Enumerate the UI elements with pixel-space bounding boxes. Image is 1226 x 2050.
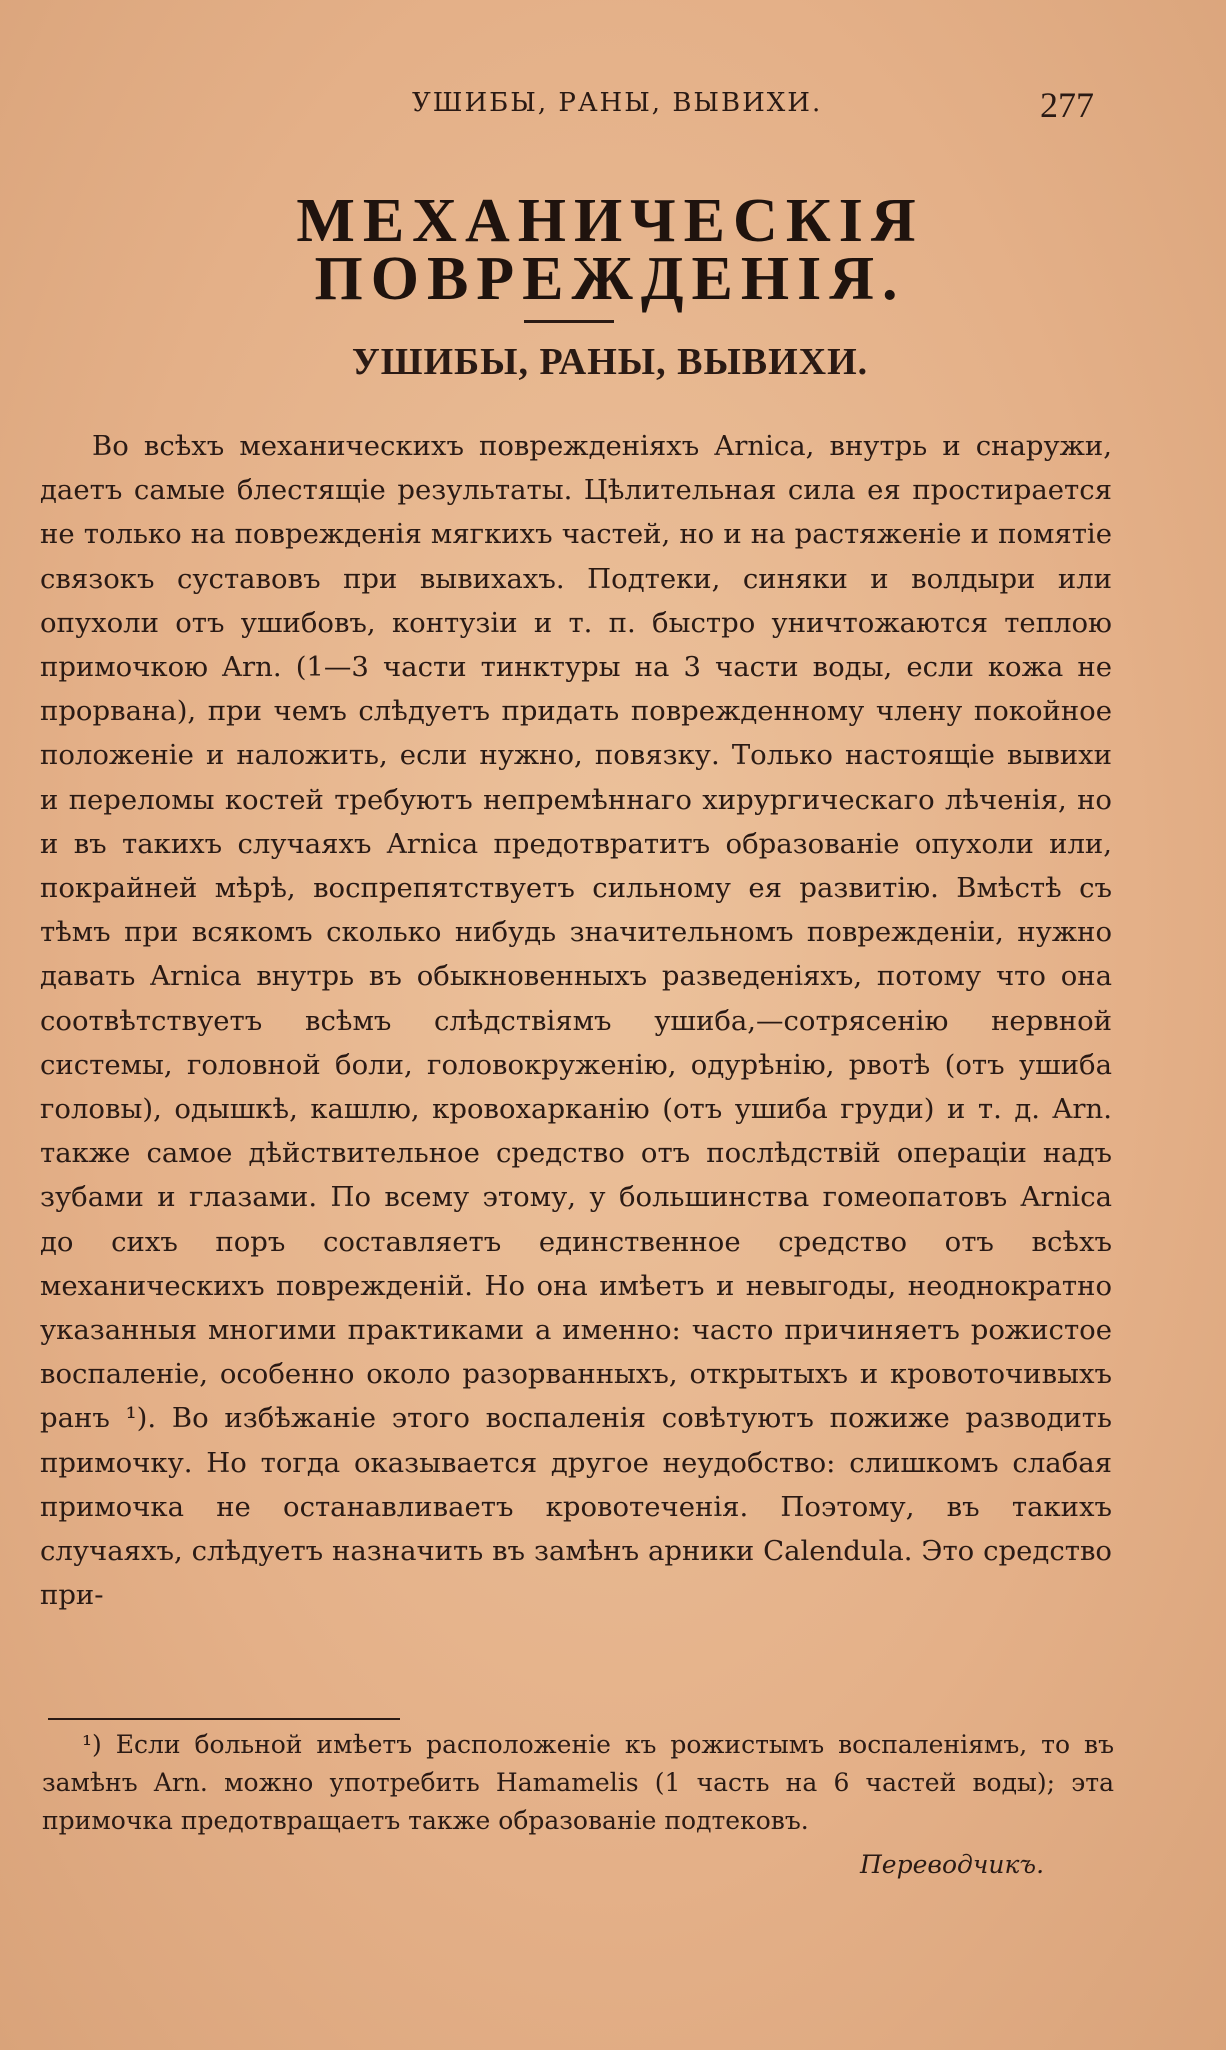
title-divider [524,320,614,323]
footnote-signature: Переводчикъ. [860,1850,1045,1879]
footnote-divider [48,1718,400,1720]
footnote: ¹) Если больной имѣетъ расположеніе къ рожистымъ воспаленіямъ, то въ замѣнъ Arn. можно употребить Hamamelis (1 часть на 6 частей воды); эта примочка предотвращаетъ также образованіе подтековъ. [42,1730,1114,1835]
running-head [40,85,1186,128]
chapter-title: МЕХАНИЧЕСКІЯ ПОВРЕЖДЕНІЯ. [296,187,924,313]
page-number: 277 [1040,85,1094,125]
body-paragraph: Во всѣхъ механическихъ поврежденіяхъ Arnica, внутрь и снаружи, даетъ самые блестящіе результаты. Цѣлительная сила ея простирается не только на поврежденія мягкихъ частей, но и на растяженіе и помятіе связокъ суставовъ при вывихахъ. Подтеки, синяки и волдыри или опухоли отъ ушибовъ, контузіи и т. п. быстро уничтожаются теплою примочкою Arn. (1—3 части тинктуры на 3 части воды, если кожа не прорвана), при чемъ слѣдуетъ придать поврежденному члену покойное положеніе и наложить, если нужно, повязку. Только настоящіе вывихи и переломы костей требуютъ непремѣннаго хирургическаго лѣченія, но и въ такихъ случаяхъ Arnica предотвратитъ образованіе опухоли или, покрайней мѣрѣ, воспрепятствуетъ сильному ея развитію. Вмѣстѣ съ тѣмъ при всякомъ сколько нибудь значительномъ поврежденіи, нужно давать Arnica внутрь въ обыкновенныхъ разведеніяхъ, потому что она соотвѣтствуетъ всѣмъ слѣдствіямъ ушиба,—сотрясенію нервной системы, головной боли, головокруженію, одурѣнію, рвотѣ (отъ ушиба головы), одышкѣ, кашлю, кровохарканію (отъ ушиба груди) и т. д. Arn. также самое дѣйствительное средство отъ послѣдствій операціи надъ зубами и глазами. По всему этому, у большинства гомеопатовъ Arnica до сихъ поръ составляетъ единственное средство отъ всѣхъ механическихъ поврежденій. Но она имѣетъ и невыгоды, неоднократно указанныя многими практиками а именно: часто причиняетъ рожистое воспаленіе, особенно около разорванныхъ, открытыхъ и кровоточивыхъ ранъ ¹). Во избѣжаніе этого воспаленія совѣтуютъ пожиже разводить примочку. Но тогда оказывается другое неудобство: слишкомъ слабая примочка не останавливаетъ кровотеченія. Поэтому, въ такихъ случаяхъ, слѣдуетъ назначить въ замѣнъ арники Calendula. Это средство при- [40,430,1112,1612]
section-title: УШИБЫ, РАНЫ, ВЫВИХИ. [351,341,869,383]
running-title: УШИБЫ, РАНЫ, ВЫВИХИ. [412,88,823,118]
